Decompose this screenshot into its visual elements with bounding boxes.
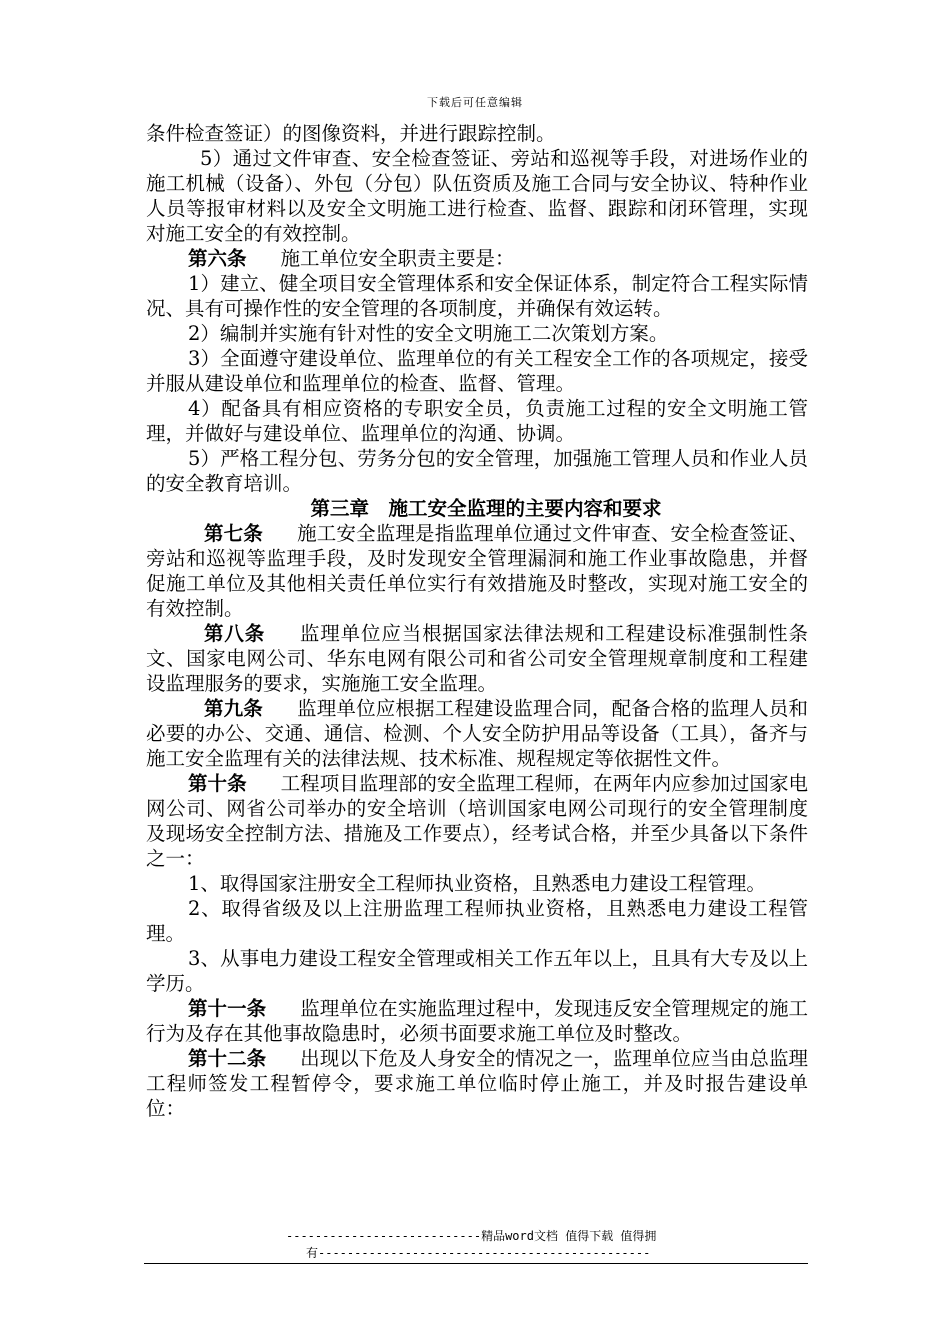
paragraph: 条件检查签证）的图像资料，并进行跟踪控制。: [146, 122, 556, 145]
article-title: 第九条: [204, 697, 263, 720]
footer-line: ---------------------------精品word文档 值得下载 值得拥: [286, 1229, 657, 1243]
article-6: [146, 246, 808, 271]
article-text: 施工单位安全职责主要是：: [280, 247, 515, 270]
article-text: 监理单位应根据工程建设监理合同，配备合格的监理人员和必要的办公、交通、通信、检测、个人安全防护用品等设备（工具），备齐与施工安全监理有关的法律法规、技术标准、规程规定等依据性文件。: [146, 697, 808, 770]
article-10: [146, 771, 808, 871]
list-item: 2）编制并实施有针对性的安全文明施工二次策划方案。: [188, 322, 669, 345]
list-item: 5）严格工程分包、劳务分包的安全管理，加强施工管理人员和作业人员的安全教育培训。: [146, 447, 808, 495]
article-text: 监理单位应当根据国家法律法规和工程建设标准强制性条文、国家电网公司、华东电网有限公司和省公司安全管理规章制度和工程建设监理服务的要求，实施施工安全监理。: [146, 622, 808, 695]
article-title: 第十条: [188, 772, 247, 795]
document-body: [146, 121, 808, 1121]
article-8: [146, 621, 808, 696]
article-title: 第八条: [204, 622, 266, 645]
article-11: [146, 996, 808, 1046]
list-item: 1）建立、健全项目安全管理体系和安全保证体系，制定符合工程实际情况、具有可操作性的安全管理的各项制度，并确保有效运转。: [146, 272, 808, 320]
article-title: 第六条: [188, 247, 247, 270]
list-item: 4）配备具有相应资格的专职安全员，负责施工过程的安全文明施工管理，并做好与建设单位、监理单位的沟通、协调。: [146, 397, 808, 445]
paragraph: 5）通过文件审查、安全检查签证、旁站和巡视等手段，对进场作业的施工机械（设备）、外包（分包）队伍资质及施工合同与安全协议、特种作业人员等报审材料以及安全文明施工进行检查、监督、跟踪和闭环管理，实现对施工安全的有效控制。: [146, 147, 808, 245]
footer-line: 有----------------------------------------------: [306, 1246, 651, 1260]
article-7: [146, 521, 808, 621]
article-12: [146, 1046, 808, 1121]
list-item: 3、从事电力建设工程安全管理或相关工作五年以上，且具有大专及以上学历。: [146, 947, 808, 995]
page-header: 下载后可任意编辑: [427, 96, 523, 109]
article-text: 工程项目监理部的安全监理工程师，在两年内应参加过国家电网公司、网省公司举办的安全培训（培训国家电网公司现行的安全管理制度及现场安全控制方法、措施及工作要点），经考试合格，并至少具备以下条件之一：: [146, 772, 808, 870]
article-title: 第十一条: [188, 997, 267, 1020]
list-item: 3）全面遵守建设单位、监理单位的有关工程安全工作的各项规定，接受并服从建设单位和监理单位的检查、监督、管理。: [146, 347, 808, 395]
article-text: 出现以下危及人身安全的情况之一，监理单位应当由总监理工程师签发工程暂停令，要求施工单位临时停止施工，并及时报告建设单位：: [146, 1047, 808, 1120]
article-title: 第七条: [204, 522, 263, 545]
article-text: 监理单位在实施监理过程中，发现违反安全管理规定的施工行为及存在其他事故隐患时，必须书面要求施工单位及时整改。: [146, 997, 808, 1045]
chapter-heading: 第三章 施工安全监理的主要内容和要求: [310, 497, 662, 520]
article-9: [146, 696, 808, 771]
footer-divider: [144, 1263, 808, 1264]
article-text: 施工安全监理是指监理单位通过文件审查、安全检查签证、旁站和巡视等监理手段，及时发现安全管理漏洞和施工作业事故隐患，并督促施工单位及其他相关责任单位实行有效措施及时整改，实现对施工安全的有效控制。: [146, 522, 808, 620]
list-item: 2、取得省级及以上注册监理工程师执业资格，且熟悉电力建设工程管理。: [146, 897, 808, 945]
list-item: 1、取得国家注册安全工程师执业资格，且熟悉电力建设工程管理。: [188, 872, 766, 895]
article-title: 第十二条: [188, 1047, 267, 1070]
